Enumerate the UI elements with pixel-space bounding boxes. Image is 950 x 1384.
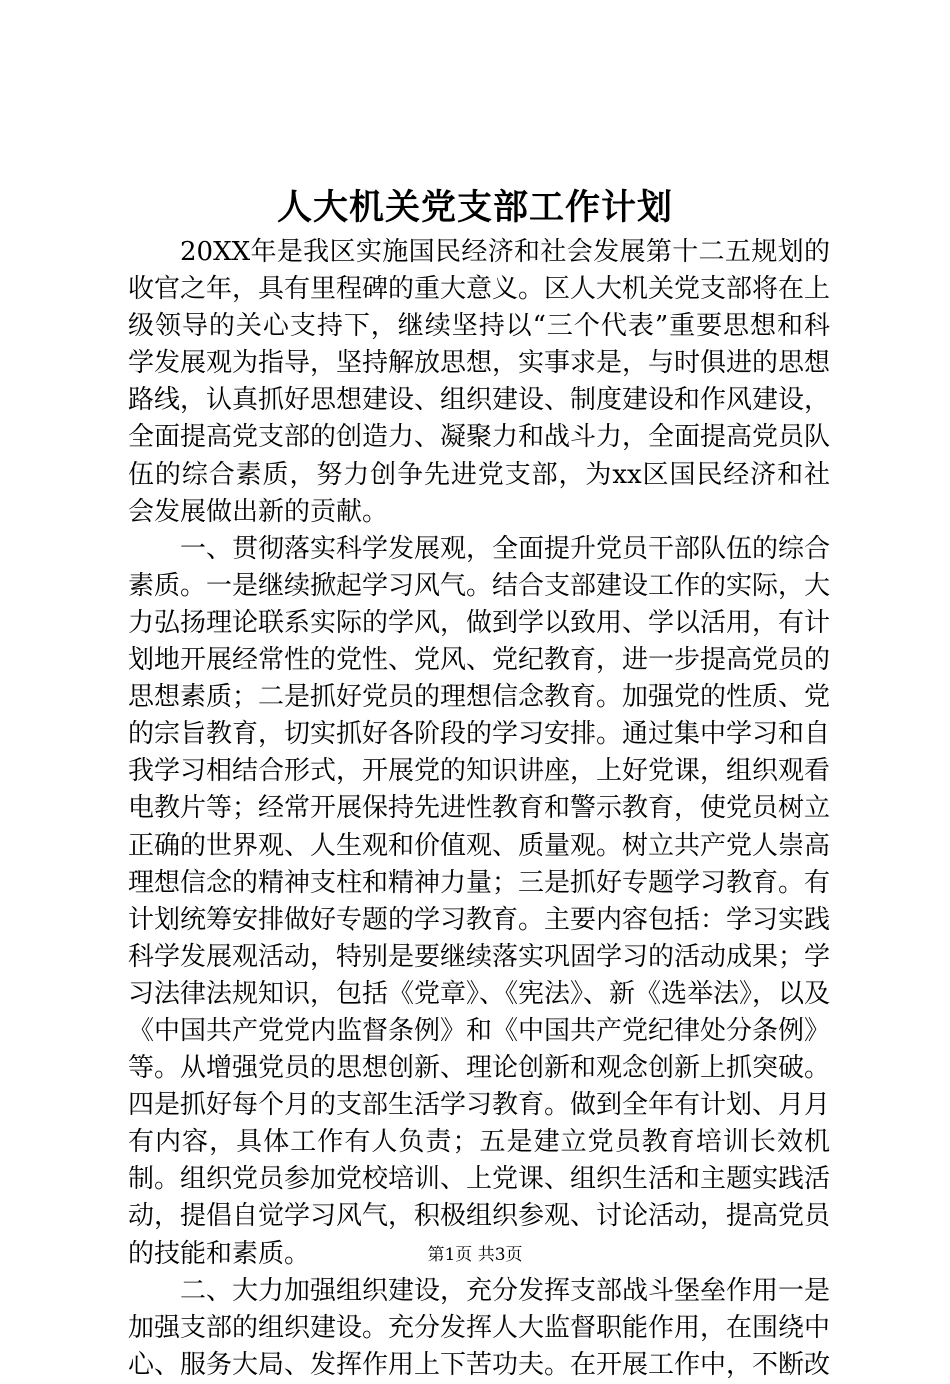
document-body: [128, 234, 830, 1384]
paragraph-section-two: 二、大力加强组织建设，充分发挥支部战斗堡垒作用一是加强支部的组织建设。充分发挥人大监督职能作用，在围绕中心、服务大局、发挥作用上下苦功夫。在开展工作中，不断改: [128, 1275, 831, 1380]
page-number-footer: 第1页 共3页: [427, 1245, 523, 1265]
paragraph-intro: 20XX年是我区实施国民经济和社会发展第十二五规划的收官之年，具有里程碑的重大意义。区人大机关党支部将在上级领导的关心支持下，继续坚持以“三个代表”重要思想和科学发展观为指导，坚持解放思想，实事求是，与时俱进的思想路线，认真抓好思想建设、组织建设、制度建设和作风建设，全面提高党支部的创造力、凝聚力和战斗力，全面提高党员队伍的综合素质，努力创争先进党支部，为xx区国民经济和社会发展做出新的贡献。: [128, 237, 831, 527]
paragraph-section-one: 一、贯彻落实科学发展观，全面提升党员干部队伍的综合素质。一是继续掀起学习风气。结合支部建设工作的实际，大力弘扬理论联系实际的学风，做到学以致用、学以活用，有计划地开展经常性的党性、党风、党纪教育，进一步提高党员的思想素质；二是抓好党员的理想信念教育。加强党的性质、党的宗旨教育，切实抓好各阶段的学习安排。通过集中学习和自我学习相结合形式，开展党的知识讲座，上好党课，组织观看电教片等；经常开展保持先进性教育和警示教育，使党员树立正确的世界观、人生观和价值观、质量观。树立共产党人崇高理想信念的精神支柱和精神力量；三是抓好专题学习教育。有计划统筹安排做好专题的学习教育。主要内容包括：学习实践科学发展观活动，特别是要继续落实巩固学习的活动成果；学习法律法规知识，包括《党章》、《宪法》、新《选举法》，以及《中国共产党党内监督条例》和《中国共产党纪律处分条例》等。从增强党员的思想创新、理论创新和观念创新上抓突破。四是抓好每个月的支部生活学习教育。做到全年有计划、月月有内容，具体工作有人负责；五是建立党员教育培训长效机制。组织党员参加党校培训、上党课、组织生活和主题实践活动，提倡自觉学习风气，积极组织参观、讨论活动，提高党员的技能和素质。: [128, 533, 831, 1269]
document-title: 人大机关党支部工作计划: [276, 187, 673, 228]
